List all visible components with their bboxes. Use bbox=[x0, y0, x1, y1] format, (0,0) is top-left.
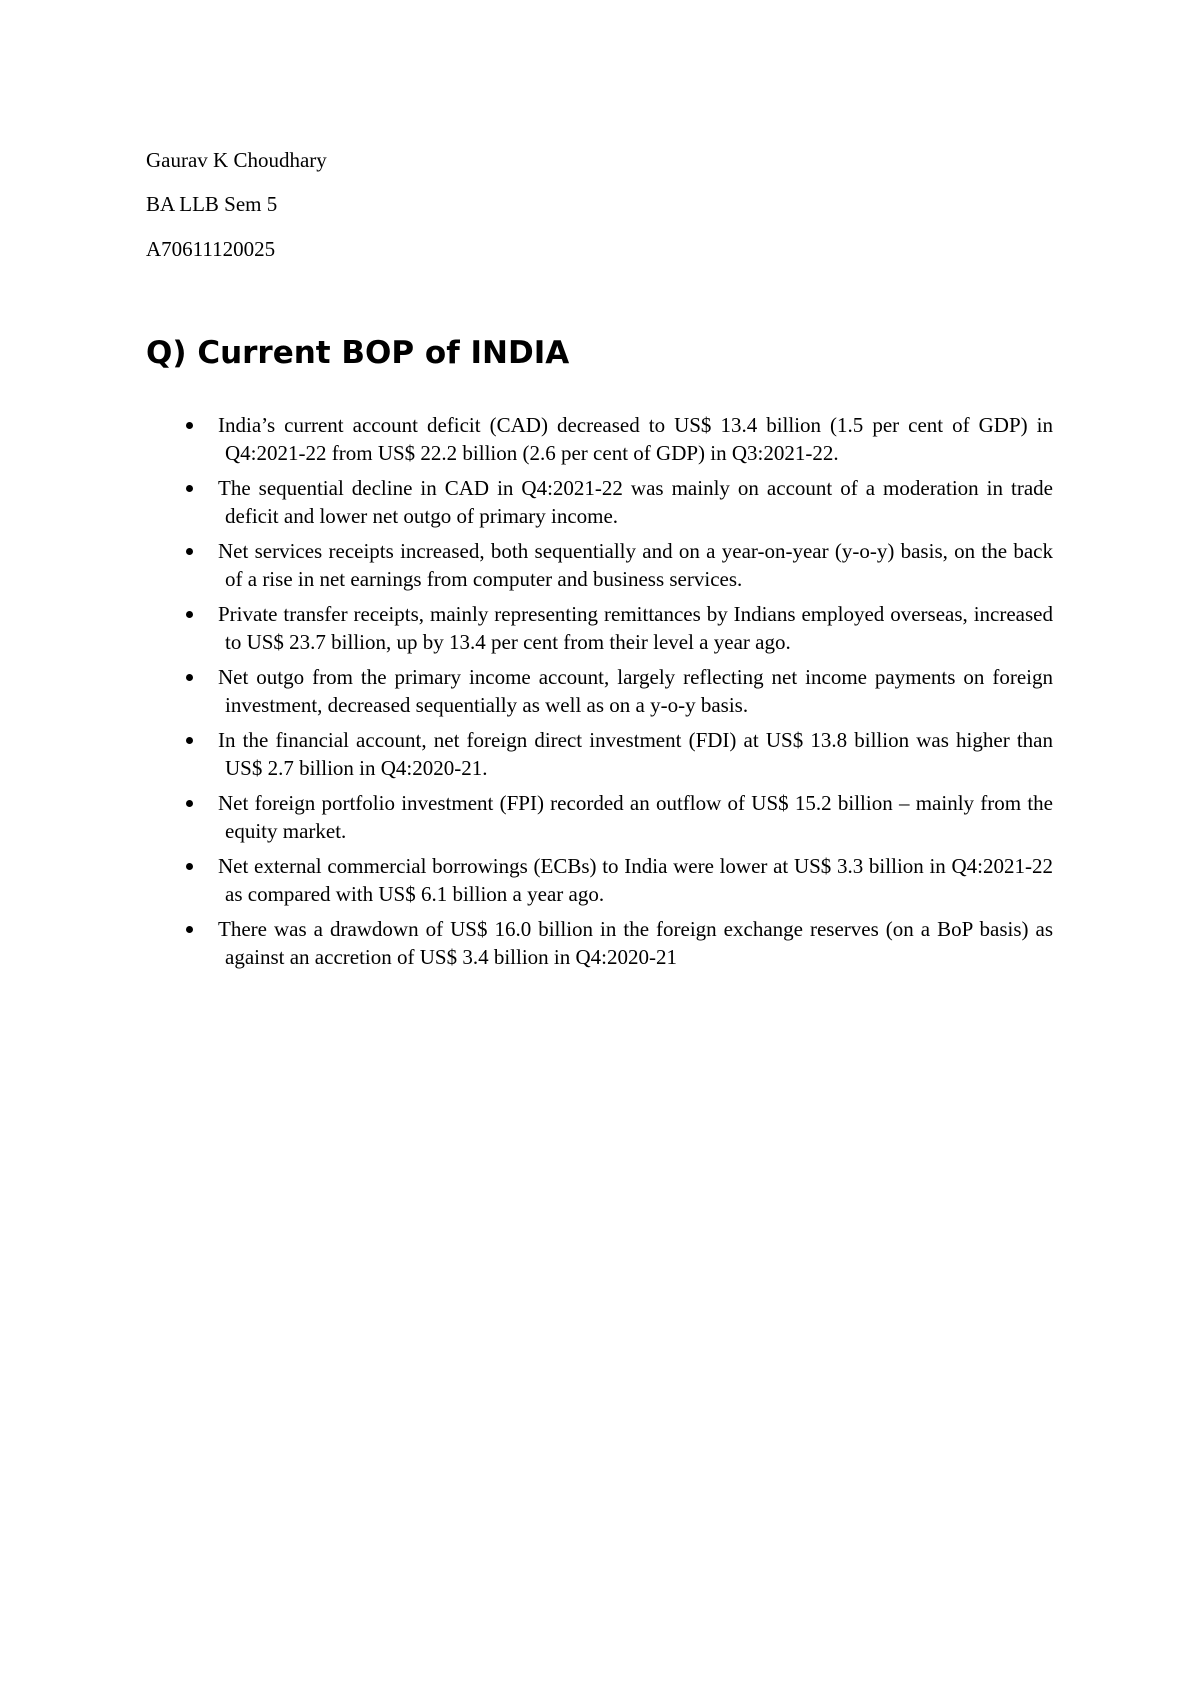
list-item bbox=[186, 600, 1053, 656]
list-item bbox=[186, 915, 1053, 971]
list-item bbox=[186, 726, 1053, 782]
student-id: A70611120025 bbox=[146, 237, 276, 261]
author-name: Gaurav K Choudhary bbox=[146, 148, 327, 172]
course-info: BA LLB Sem 5 bbox=[146, 192, 278, 216]
list-item bbox=[186, 789, 1053, 845]
list-item-text: Net outgo from the primary income account, largely reflecting net income payments on foreign investment, decreased sequentially as well as on a y-o-y basis. bbox=[218, 665, 1053, 717]
list-item-text: Private transfer receipts, mainly representing remittances by Indians employed overseas, increased to US$ 23.7 billion, up by 13.4 per cent from their level a year ago. bbox=[218, 602, 1053, 654]
list-item bbox=[186, 537, 1053, 593]
bullet-icon bbox=[186, 485, 193, 492]
list-item-text: In the financial account, net foreign direct investment (FDI) at US$ 13.8 billion was higher than US$ 2.7 billion in Q4:2020-21. bbox=[218, 728, 1053, 780]
list-item bbox=[186, 852, 1053, 908]
list-item-text: Net services receipts increased, both sequentially and on a year-on-year (y-o-y) basis, on the back of a rise in net earnings from computer and business services. bbox=[218, 539, 1053, 591]
bullet-icon bbox=[186, 611, 193, 618]
bullet-icon bbox=[186, 863, 193, 870]
bullet-list bbox=[186, 411, 1053, 978]
list-item bbox=[186, 663, 1053, 719]
bullet-icon bbox=[186, 674, 193, 681]
bullet-icon bbox=[186, 422, 193, 429]
list-item-text: India’s current account deficit (CAD) decreased to US$ 13.4 billion (1.5 per cent of GDP) in Q4:2021-22 from US$ 22.2 billion (2.6 per cent of GDP) in Q3:2021-22. bbox=[218, 413, 1053, 465]
list-item-text: There was a drawdown of US$ 16.0 billion in the foreign exchange reserves (on a BoP basis) as against an accretion of US$ 3.4 billion in Q4:2020-21 bbox=[218, 917, 1053, 969]
list-item-text: The sequential decline in CAD in Q4:2021-22 was mainly on account of a moderation in trade deficit and lower net outgo of primary income. bbox=[218, 476, 1053, 528]
bullet-icon bbox=[186, 800, 193, 807]
page-title: Q) Current BOP of INDIA bbox=[146, 335, 570, 371]
list-item-text: Net external commercial borrowings (ECBs) to India were lower at US$ 3.3 billion in Q4:2021-22 as compared with US$ 6.1 billion a year ago. bbox=[218, 854, 1053, 906]
bullet-icon bbox=[186, 926, 193, 933]
list-item bbox=[186, 474, 1053, 530]
bullet-icon bbox=[186, 548, 193, 555]
list-item bbox=[186, 411, 1053, 467]
list-item-text: Net foreign portfolio investment (FPI) recorded an outflow of US$ 15.2 billion – mainly from the equity market. bbox=[218, 791, 1053, 843]
bullet-icon bbox=[186, 737, 193, 744]
